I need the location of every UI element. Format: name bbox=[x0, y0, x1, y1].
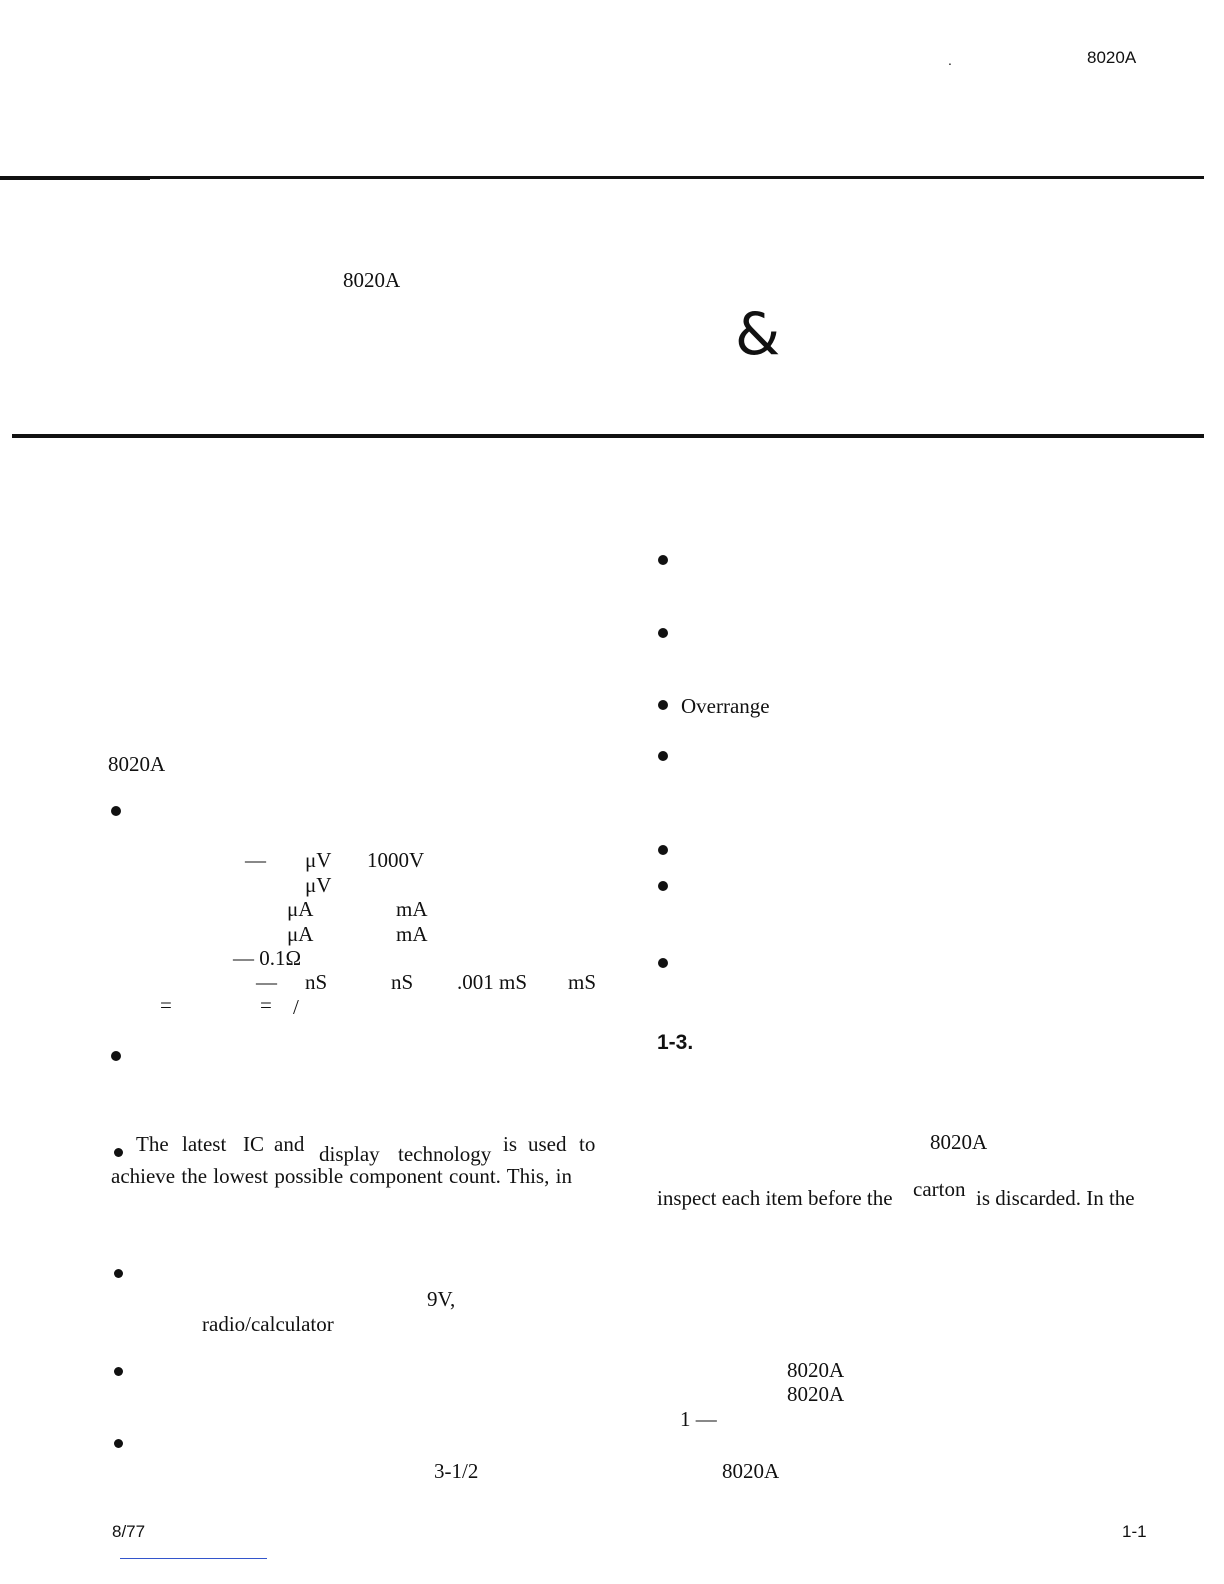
spec-ua-2: μA bbox=[287, 922, 314, 946]
spec-1000v: 1000V bbox=[367, 848, 425, 872]
spec-ns-2: nS bbox=[391, 970, 414, 994]
right-bullet-5 bbox=[658, 845, 668, 855]
ic-word-the: The bbox=[136, 1132, 169, 1156]
ic-word-ic: IC bbox=[243, 1132, 264, 1156]
right-one-dash: 1 — bbox=[680, 1407, 717, 1431]
spec-ua-1: μA bbox=[287, 897, 314, 921]
right-model-a: 8020A bbox=[930, 1130, 988, 1154]
right-overrange: Overrange bbox=[681, 694, 770, 718]
right-model-d: 8020A bbox=[722, 1459, 780, 1483]
title-rule bbox=[12, 434, 1204, 438]
right-bullet-4 bbox=[658, 751, 668, 761]
ic-word-used: used bbox=[528, 1132, 567, 1156]
footer-date: 8/77 bbox=[112, 1522, 146, 1541]
header-stray-dot: . bbox=[948, 52, 952, 68]
right-model-c: 8020A bbox=[787, 1382, 845, 1406]
spec-equals-2: = bbox=[260, 993, 272, 1017]
left-radio-calculator: radio/calculator bbox=[202, 1312, 334, 1336]
left-bullet-2 bbox=[111, 1051, 121, 1061]
left-bullet-1 bbox=[111, 806, 121, 816]
left-bullet-5 bbox=[114, 1367, 123, 1376]
spec-ms-2: mS bbox=[568, 970, 597, 994]
ic-word-display: display bbox=[319, 1142, 380, 1166]
spec-ma-2: mA bbox=[396, 922, 428, 946]
inspect-text-pre: inspect each item before the bbox=[657, 1186, 893, 1210]
spec-uv-1: μV bbox=[305, 848, 332, 872]
footer-underline bbox=[120, 1558, 267, 1559]
spec-ma-1: mA bbox=[396, 897, 428, 921]
ic-word-to: to bbox=[579, 1132, 596, 1156]
left-model-b: 8020A bbox=[108, 752, 166, 776]
right-bullet-3 bbox=[658, 700, 668, 710]
header-model-number: 8020A bbox=[1087, 48, 1137, 67]
inspect-text-carton: carton bbox=[913, 1177, 966, 1201]
footer-page-number: 1-1 bbox=[1122, 1522, 1147, 1541]
spec-uv-2: μV bbox=[305, 873, 332, 897]
spec-ns-1: nS bbox=[305, 970, 328, 994]
ic-word-is: is bbox=[503, 1132, 518, 1156]
ic-word-technology: technology bbox=[398, 1142, 492, 1166]
right-bullet-7 bbox=[658, 958, 668, 968]
top-rule bbox=[150, 176, 1204, 179]
left-model-a: 8020A bbox=[343, 268, 401, 292]
left-bullet-4 bbox=[114, 1269, 123, 1278]
left-bullet-3 bbox=[114, 1148, 123, 1157]
left-battery: 9V, bbox=[427, 1287, 456, 1311]
right-bullet-6 bbox=[658, 881, 668, 891]
spec-dash-ohm: — 0.1Ω bbox=[233, 946, 302, 970]
left-bullet-6 bbox=[114, 1439, 123, 1448]
top-rule-left-thick bbox=[0, 176, 150, 180]
right-bullet-2 bbox=[658, 628, 668, 638]
ic-word-latest: latest bbox=[182, 1132, 227, 1156]
left-digits: 3-1/2 bbox=[434, 1459, 479, 1483]
spec-equals-1: = bbox=[160, 993, 172, 1017]
title-ampersand: & bbox=[735, 300, 781, 368]
inspect-text-post: is discarded. In the bbox=[976, 1186, 1135, 1210]
ic-word-and: and bbox=[274, 1132, 305, 1156]
ic-line-2: achieve the lowest possible component count. This, in bbox=[111, 1164, 572, 1188]
spec-ms-1: .001 mS bbox=[457, 970, 528, 994]
section-number-1-3: 1-3. bbox=[657, 1031, 694, 1054]
right-bullet-1 bbox=[658, 555, 668, 565]
spec-slash: / bbox=[293, 995, 299, 1019]
spec-dash-2: — bbox=[256, 970, 277, 994]
right-model-b: 8020A bbox=[787, 1358, 845, 1382]
spec-dash-1: — bbox=[245, 848, 266, 872]
